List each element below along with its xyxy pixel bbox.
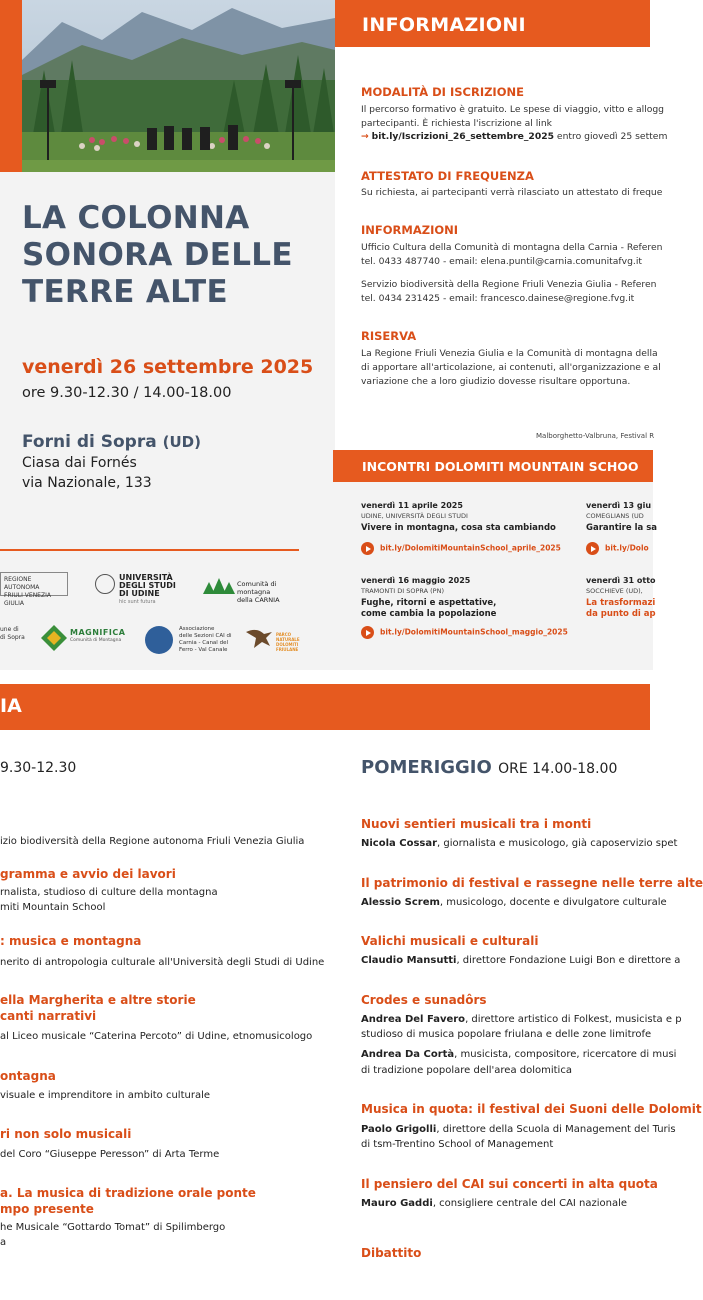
event-link-aprile-text: bit.ly/DolomitiMountainSchool_aprile_2025 [380,543,561,553]
logo-magnifica-text: MAGNIFICA [70,628,126,637]
logo-regione-fvg [0,572,68,607]
speaker-role: , musicologo, docente e divulgatore culturale [439,897,667,908]
event-card-ottobre [586,576,656,620]
eagle-icon [246,626,274,650]
logo-carnia-line-1: Comunità di montagna [237,580,277,596]
afternoon-item-3-speaker [361,953,680,968]
section-heading-iscrizione: MODALITÀ DI ISCRIZIONE [361,85,524,99]
event-card-maggio [361,576,568,639]
morning-item-7-line-1: he Musicale “Gottardo Tomat” di Spilimbergo [0,1222,226,1233]
section-heading-riserva: RISERVA [361,329,417,343]
afternoon-item-5-speaker [361,1122,676,1137]
speaker-role: , direttore Fondazione Luigi Bon e direttore a [456,955,681,966]
logo-cai-line-3: Carnia - Canal del [179,640,228,646]
afternoon-item-5-line-2: di tsm-Trentino School of Management [361,1139,554,1150]
arrow-right-icon: → [361,131,369,142]
afternoon-item-3-heading: Valichi musicali e culturali [361,934,539,948]
iscrizione-deadline: entro giovedì 25 settem [554,131,668,142]
logo-parco [246,626,298,652]
incontri-title: INCONTRI DOLOMITI MOUNTAIN SCHOO [362,459,639,474]
info-line-4: tel. 0434 231425 - email: francesco.dainese@regione.fvg.it [361,293,635,304]
afternoon-item-4-heading: Crodes e sunadôrs [361,993,487,1007]
iscrizione-line-1: Il percorso formativo è gratuito. Le spese di viaggio, vitto e allogg [361,104,664,115]
section-heading-informazioni: INFORMAZIONI [361,223,459,237]
event-place-aprile: UDINE, UNIVERSITÀ DEGLI STUDI [361,512,468,520]
event-card-aprile [361,501,561,555]
morning-item-2-line-1: rnalista, studioso di culture della montagna [0,887,218,898]
speaker-role: , direttore della Scuola di Management del Turis [436,1124,676,1135]
speaker-name: Mauro Gaddi [361,1198,433,1209]
play-icon [586,542,599,555]
event-date-aprile: venerdì 11 aprile 2025 [361,501,463,510]
logo-parco-line-3: DOLOMITI [276,642,299,647]
afternoon-item-1-speaker [361,836,677,851]
event-date-ottobre: venerdì 31 otto [586,576,656,585]
iscrizione-link[interactable]: bit.ly/Iscrizioni_26_settembre_2025 [371,131,555,142]
riserva-line-3: variazione che a loro giudizio dovesse risultare opportuna. [361,376,631,387]
event-date: venerdì 26 settembre 2025 [22,356,314,378]
speaker-role: , direttore artistico di Folkest, musicista e p [465,1014,682,1025]
event-title-aprile: Vivere in montagna, cosa sta cambiando [361,523,556,533]
logo-parco-line-4: FRIULANE [276,647,299,652]
place-province: (UD) [162,433,201,451]
logo-uniud-line-1: UNIVERSITÀ [119,573,173,582]
event-place-giugno: COMEGLIANS (UD [586,512,644,520]
afternoon-item-5-heading: Musica in quota: il festival dei Suoni delle Dolomit [361,1102,702,1116]
event-hours: ore 9.30-12.30 / 14.00-18.00 [22,385,232,401]
morning-item-3-line-1: nerito di antropologia culturale all'Università degli Studi di Udine [0,957,325,968]
title-line-2: SONORA DELLE [22,237,293,273]
programma-title: IA [0,695,22,717]
morning-item-2-heading: gramma e avvio dei lavori [0,867,176,881]
play-icon [361,542,374,555]
info-line-3: Servizio biodiversità della Regione Friuli Venezia Giulia - Referen [361,279,657,290]
afternoon-time: ORE 14.00-18.00 [498,761,618,777]
logo-rfvg-line-2: FRIULI VENEZIA GIULIA [4,592,51,607]
mountains-icon [203,576,235,596]
afternoon-item-1-heading: Nuovi sentieri musicali tra i monti [361,817,592,831]
cai-seal-icon [145,626,173,654]
event-link-aprile[interactable] [361,542,561,555]
logo-carnia-line-2: della CARNIA [237,596,280,604]
iscrizione-line-2: partecipanti. È richiesta l'iscrizione al link [361,117,552,129]
logo-uniud-line-3: DI UDINE [119,589,160,598]
diamond-icon [40,624,68,652]
morning-item-7-heading-2: mpo presente [0,1202,94,1216]
morning-item-4-heading: ella Margherita e altre storie [0,993,196,1007]
event-title-ottobre-1: La trasformazi [586,598,656,608]
morning-item-4-line-1: al Liceo musicale “Caterina Percoto” di Udine, etnomusicologo [0,1031,313,1042]
event-title-maggio-1: Fughe, ritorni e aspettative, [361,598,497,608]
logo-comunita-carnia [203,576,303,604]
logo-cai-line-4: Ferro - Val Canale [179,647,228,653]
event-date-maggio: venerdì 16 maggio 2025 [361,576,471,585]
logo-cai-line-2: delle Sezioni CAI di [179,633,232,639]
speaker-name: Alessio Screm [361,897,440,908]
place-name: Forni di Sopra [22,432,157,452]
event-link-giugno[interactable] [586,542,657,555]
play-icon [361,626,374,639]
logo-parco-line-2: NATURALE [276,637,300,642]
speaker-role: , consigliere centrale del CAI nazionale [432,1198,628,1209]
logo-comune-line-2: di Sopra [0,634,25,641]
morning-time: 9.30-12.30 [0,760,77,776]
event-link-giugno-text: bit.ly/Dolo [605,543,649,553]
logo-cai-line-1: Associazione [179,626,215,632]
morning-item-4-heading-2: canti narrativi [0,1009,97,1023]
info-title: INFORMAZIONI [362,14,526,36]
event-title [22,200,322,311]
afternoon-item-2-speaker [361,895,667,910]
section-text-attestato: Su richiesta, ai partecipanti verrà rilasciato un attestato di freque [361,187,663,198]
morning-item-2-line-2: miti Mountain School [0,902,106,913]
speaker-name: Paolo Grigolli [361,1124,437,1135]
title-line-1: LA COLONNA [22,200,250,236]
afternoon-item-4-speaker [361,1012,682,1027]
riserva-line-1: La Regione Friuli Venezia Giulia e la Comunità di montagna della [361,348,658,359]
section-text-iscrizione [361,103,667,144]
title-line-3: TERRE ALTE [22,274,228,310]
accent-stripe [0,0,22,172]
afternoon-item-2-heading: Il patrimonio di festival e rassegne nelle terre alte [361,876,703,890]
afternoon-label: POMERIGGIO [361,757,492,778]
morning-item-7-line-2: a [0,1237,7,1248]
info-line-2: tel. 0433 487740 - email: elena.puntil@carnia.comunitafvg.it [361,256,642,267]
afternoon-item-7-heading: Dibattito [361,1246,422,1260]
morning-item-5-heading: ontagna [0,1069,56,1083]
morning-item-1-line-1: izio biodiversità della Regione autonoma Friuli Venezia Giulia [0,836,305,847]
university-seal-icon [95,574,115,594]
afternoon-item-4-speaker-2 [361,1047,676,1062]
logo-parco-line-1: PARCO [276,632,292,637]
event-card-giugno [586,501,657,555]
event-title-maggio-2: come cambia la popolazione [361,609,497,619]
afternoon-item-4-line-2: studioso di musica popolare friulana e delle zone limitrofe [361,1029,652,1040]
logo-cai [145,624,245,654]
event-link-maggio[interactable] [361,626,568,639]
afternoon-heading [361,757,617,778]
afternoon-item-4-line-3: di tradizione popolare dell'area dolomitica [361,1065,572,1076]
logo-universita-udine [95,574,180,606]
event-date-giugno: venerdì 13 giu [586,501,652,510]
speaker-name: Andrea Del Favero [361,1014,466,1025]
concert-photo [22,0,335,172]
speaker-role: , musicista, compositore, ricercatore di musi [454,1049,677,1060]
section-heading-attestato: ATTESTATO DI FREQUENZA [361,169,534,183]
logo-comune [0,626,25,642]
info-line-1: Ufficio Cultura della Comunità di montagna della Carnia - Referen [361,242,663,253]
logo-comune-line-1: une di [0,626,19,633]
event-place-maggio: TRAMONTI DI SOPRA (PN) [361,587,444,595]
logo-rfvg-line-1: REGIONE AUTONOMA [4,576,40,591]
event-link-maggio-text: bit.ly/DolomitiMountainSchool_maggio_2025 [380,627,568,637]
speaker-name: Nicola Cossar [361,838,438,849]
venue-name: Ciasa dai Fornés [22,455,137,471]
logo-magnifica [40,624,130,652]
speaker-name: Andrea Da Cortà [361,1049,455,1060]
event-place [22,432,201,452]
speaker-name: Claudio Mansutti [361,955,457,966]
event-place-ottobre: SOCCHIEVE (UD), [586,587,643,595]
morning-item-6-line-1: del Coro “Giuseppe Peresson” di Arta Terme [0,1149,220,1160]
morning-item-3-heading: : musica e montagna [0,934,142,948]
venue-address: via Nazionale, 133 [22,475,152,491]
divider [0,549,299,551]
event-title-giugno: Garantire la sa [586,523,657,533]
speaker-role: , giornalista e musicologo, già caposervizio spet [437,838,678,849]
logo-uniud-line-2: DEGLI STUDI [119,581,176,590]
iscrizione-link-line [361,130,667,144]
photo-caption: Malborghetto-Valbruna, Festival R [536,432,655,440]
morning-item-7-heading: a. La musica di tradizione orale ponte [0,1186,256,1200]
afternoon-item-6-speaker [361,1196,627,1211]
logo-uniud-motto: hic sunt futura [119,599,156,605]
riserva-line-2: di apportare all'articolazione, ai contenuti, all'organizzazione e al [361,362,661,373]
morning-item-5-line-1: visuale e imprenditore in ambito culturale [0,1090,210,1101]
event-title-ottobre-2: da punto di ap [586,609,656,619]
programma-header-bar [0,684,650,730]
logo-magnifica-sub: Comunità di Montagna [70,638,122,643]
afternoon-item-6-heading: Il pensiero del CAI sui concerti in alta quota [361,1177,658,1191]
morning-item-6-heading: ri non solo musicali [0,1127,132,1141]
